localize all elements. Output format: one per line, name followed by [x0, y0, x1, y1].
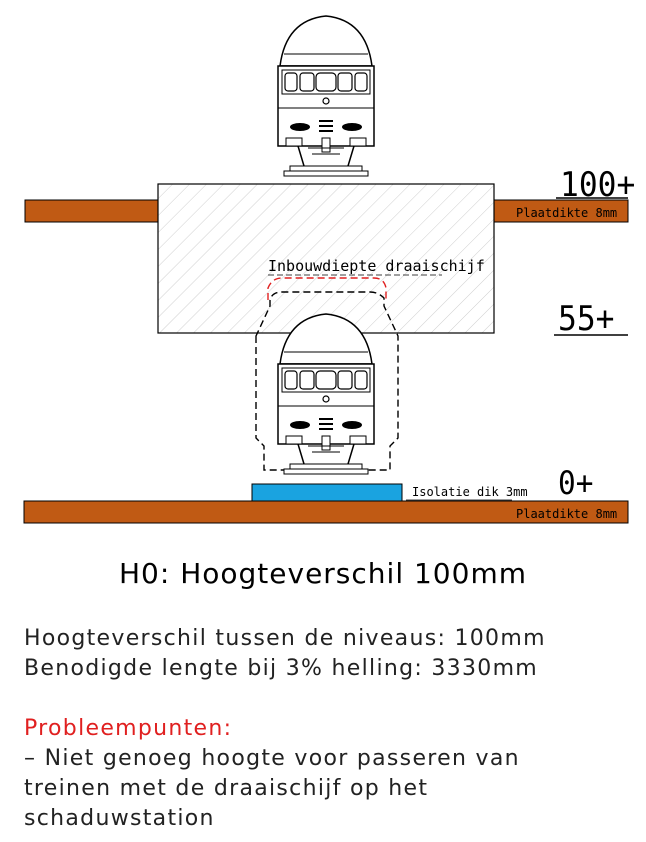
- level-label-middle: 55+: [558, 298, 615, 339]
- bottom-train: [278, 314, 374, 474]
- top-train: [278, 16, 374, 176]
- page-title: H0: Hoogteverschil 100mm: [119, 557, 527, 590]
- turntable-depth-label: Inbouwdiepte draaischijf: [268, 257, 485, 275]
- info-line-2: Benodigde lengte bij 3% helling: 3330mm: [24, 656, 539, 681]
- insulation-label: Isolatie dik 3mm: [412, 485, 528, 499]
- problems-heading: Probleempunten:: [24, 716, 233, 741]
- problems-line-3: schaduwstation: [24, 806, 215, 831]
- problems-line-2: treinen met de draaischijf op het: [24, 776, 429, 801]
- info-line-1: Hoogteverschil tussen de niveaus: 100mm: [24, 626, 546, 651]
- plate-thickness-top-label: Plaatdikte 8mm: [516, 206, 618, 220]
- plate-thickness-bottom-label: Plaatdikte 8mm: [516, 507, 618, 521]
- top-plate-left: [25, 200, 158, 222]
- level-label-top: 100+: [560, 164, 636, 205]
- level-label-bottom: 0+: [558, 464, 594, 503]
- problems-line-1: – Niet genoeg hoogte voor passeren van: [24, 746, 520, 771]
- insulation-layer: [252, 484, 402, 501]
